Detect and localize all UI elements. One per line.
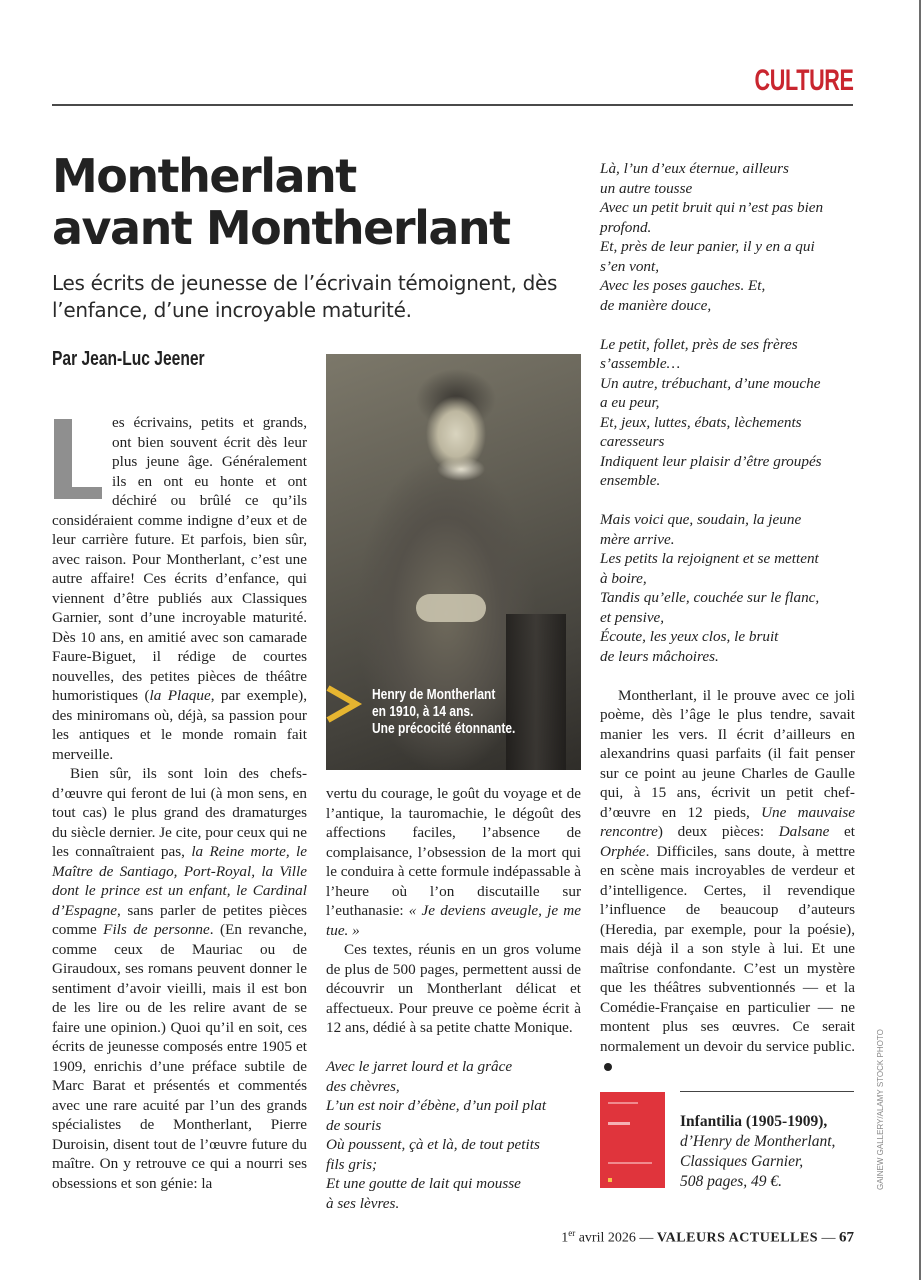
book-cover-image — [600, 1092, 665, 1188]
deck: Les écrits de jeunesse de l’écrivain témoignent, dès l’enfance, d’une incroyable maturité. — [52, 271, 558, 322]
photo-credit: GAINEW GALLERY/ALAMY STOCK PHOTO — [876, 1029, 885, 1190]
article-column-3 — [600, 159, 855, 1076]
page-footer: 1er avril 2026 — VALEURS ACTUELLES — 67 — [561, 1228, 854, 1246]
poem-stanza-1: Avec le jarret lourd et la grâce des chèvres, L’un est noir d’ébène, d’un poil plat de souris Où poussent, çà et là, de tout petits fils gris; Et une goutte de lait qui mousse à ses lèvres. — [326, 1058, 547, 1212]
headline-line1: Montherlant — [52, 149, 356, 203]
poem-stanza-2: Là, l’un d’eux éternue, ailleurs un autre tousse Avec un petit bruit qui n’est pas bien profond. Et, près de leur panier, il y en a qui s’en vont, Avec les poses gauches. Et, de manière douce, — [600, 160, 824, 314]
photo-caption: Henry de Montherlant en 1910, à 14 ans. Une précocité étonnante. — [372, 686, 516, 737]
portrait-photo — [326, 354, 581, 770]
headline-line2: avant Montherlant — [52, 201, 510, 255]
book-details: 508 pages, 49 €. — [680, 1173, 783, 1190]
end-of-article-mark-icon — [604, 1063, 612, 1071]
paragraph-3: vertu du courage, le goût du voyage et de l’antique, la tauromachie, le dégoût des affections faciles, l’absence de complaisance, l’obsession de la mort qui le conduira à cette formule indépassable à l’heure où l’on discutaille sur l’euthanasie: « Je deviens aveugle, je me tue. » — [326, 785, 581, 939]
poem-stanza-4: Mais voici que, soudain, la jeune mère arrive. Les petits la rejoignent et se mettent à boire, Tandis qu’elle, couchée sur le flanc, et pensive, Écoute, les yeux clos, le bruit de leurs mâchoires. — [600, 511, 820, 665]
book-title: Infantilia (1905-1909), — [680, 1113, 828, 1130]
book-publisher: Classiques Garnier, — [680, 1153, 804, 1170]
paragraph-1: es écrivains, petits et grands, ont bien souvent écrit dès leur plus jeune âge. Généralement ils en ont eu honte et ont déchiré ou brûlé ce qu’ils considéraient comme indigne d’eux et de leur carrière future. Et parfois, bien sûr, avec raison. Pour Montherlant, c’est une autre affaire! Ces écrits d’enfance, qui viennent d’être publiés aux Classiques Garnier, sont d’une incroyable maturité. Dès 10 ans, en amitié avec son camarade Faure-Biguet, il rédige de courtes nouvelles, des petites pièces de théâtre humoristiques (la Plaque, par exemple), des miniromans où, déjà, sa passion pour les antiques et le monde romain fait merveille. — [52, 414, 307, 763]
magazine-name: VALEURS ACTUELLES — [656, 1230, 818, 1246]
book-box-rule — [680, 1091, 854, 1092]
chevron-accent-icon — [326, 684, 366, 724]
paragraph-5: Montherlant, il le prouve avec ce joli poème, dès l’âge le plus tendre, savait manier les vers. Il écrit d’ailleurs en alexandrins quasi parfaits (il fait penser sur ce point au jeune Charles de Gaulle qui, à 15 ans, écrivit un petit chef-d’œuvre en 12 pieds, Une mauvaise rencontre) deux pièces: Dalsane et Orphée. Difficiles, sans doute, à mettre en scène mais incroyables de verdeur et d’intelligence. Certes, il revendique l’influence de beaucoup d’auteurs (Heredia, par exemple, pour la poésie), mais déjà il a son style à lui. Et une maîtrise confondante. C’est un mystère que les théâtres subventionnés — et la Comédie-Française en particulier — ne montent plus ses œuvres. Ce serait normalement un devoir du service public. — [600, 686, 855, 1076]
poem-stanza-3: Le petit, follet, près de ses frères s’assemble… Un autre, trébuchant, d’une mouche a eu peur, Et, jeux, luttes, ébats, lèchements caresseurs Indiquent leur plaisir d’être groupés ensemble. — [600, 335, 822, 489]
book-info — [680, 1112, 835, 1192]
paragraph-2: Bien sûr, ils sont loin des chefs-d’œuvre qui feront de lui (à mon sens, en tout cas) le plus grand des dramaturges du siècle dernier. Je cite, pour ceux qui ne les connaîtraient pas, la Reine morte, le Maître de Santiago, Port-Royal, la Ville dont le prince est un enfant, le Cardinal d’Espagne, sans parler de petites pièces comme Fils de personne. (En revanche, comme ceux de Mauriac ou de Giraudoux, ses romans peuvent donner le sentiment d’avoir vieilli, mais il est bon de les lire ou de les relire avant de se faire une opinion.) Quoi qu’il en soit, ces écrits de jeunesse composés entre 1905 et 1909, enrichis d’une préface subtile de Marc Barat et présentés et commentés avec une rare acuité par l’un des grands spécialistes de Montherlant, Pierre Duroisin, disent tout de l’œuvre future du maître. On y retrouve ce qui a nourri ses obsessions et son génie: la — [52, 765, 308, 1192]
article-column-1 — [52, 413, 307, 1193]
article-column-2 — [326, 784, 581, 1213]
page-number: 67 — [839, 1229, 854, 1246]
section-label: CULTURE — [754, 64, 854, 97]
headline — [52, 150, 510, 254]
paragraph-4: Ces textes, réunis en un gros volume de plus de 500 pages, permettent aussi de découvrir un Montherlant délicat et affectueux. Pour preuve ce poème écrit à 12 ans, dédié à sa petite chatte Monique. — [326, 941, 581, 1036]
dropcap-l — [52, 419, 102, 499]
top-rule — [52, 104, 853, 106]
byline: Par Jean-Luc Jeener — [52, 348, 205, 370]
book-author: d’Henry de Montherlant, — [680, 1133, 836, 1150]
